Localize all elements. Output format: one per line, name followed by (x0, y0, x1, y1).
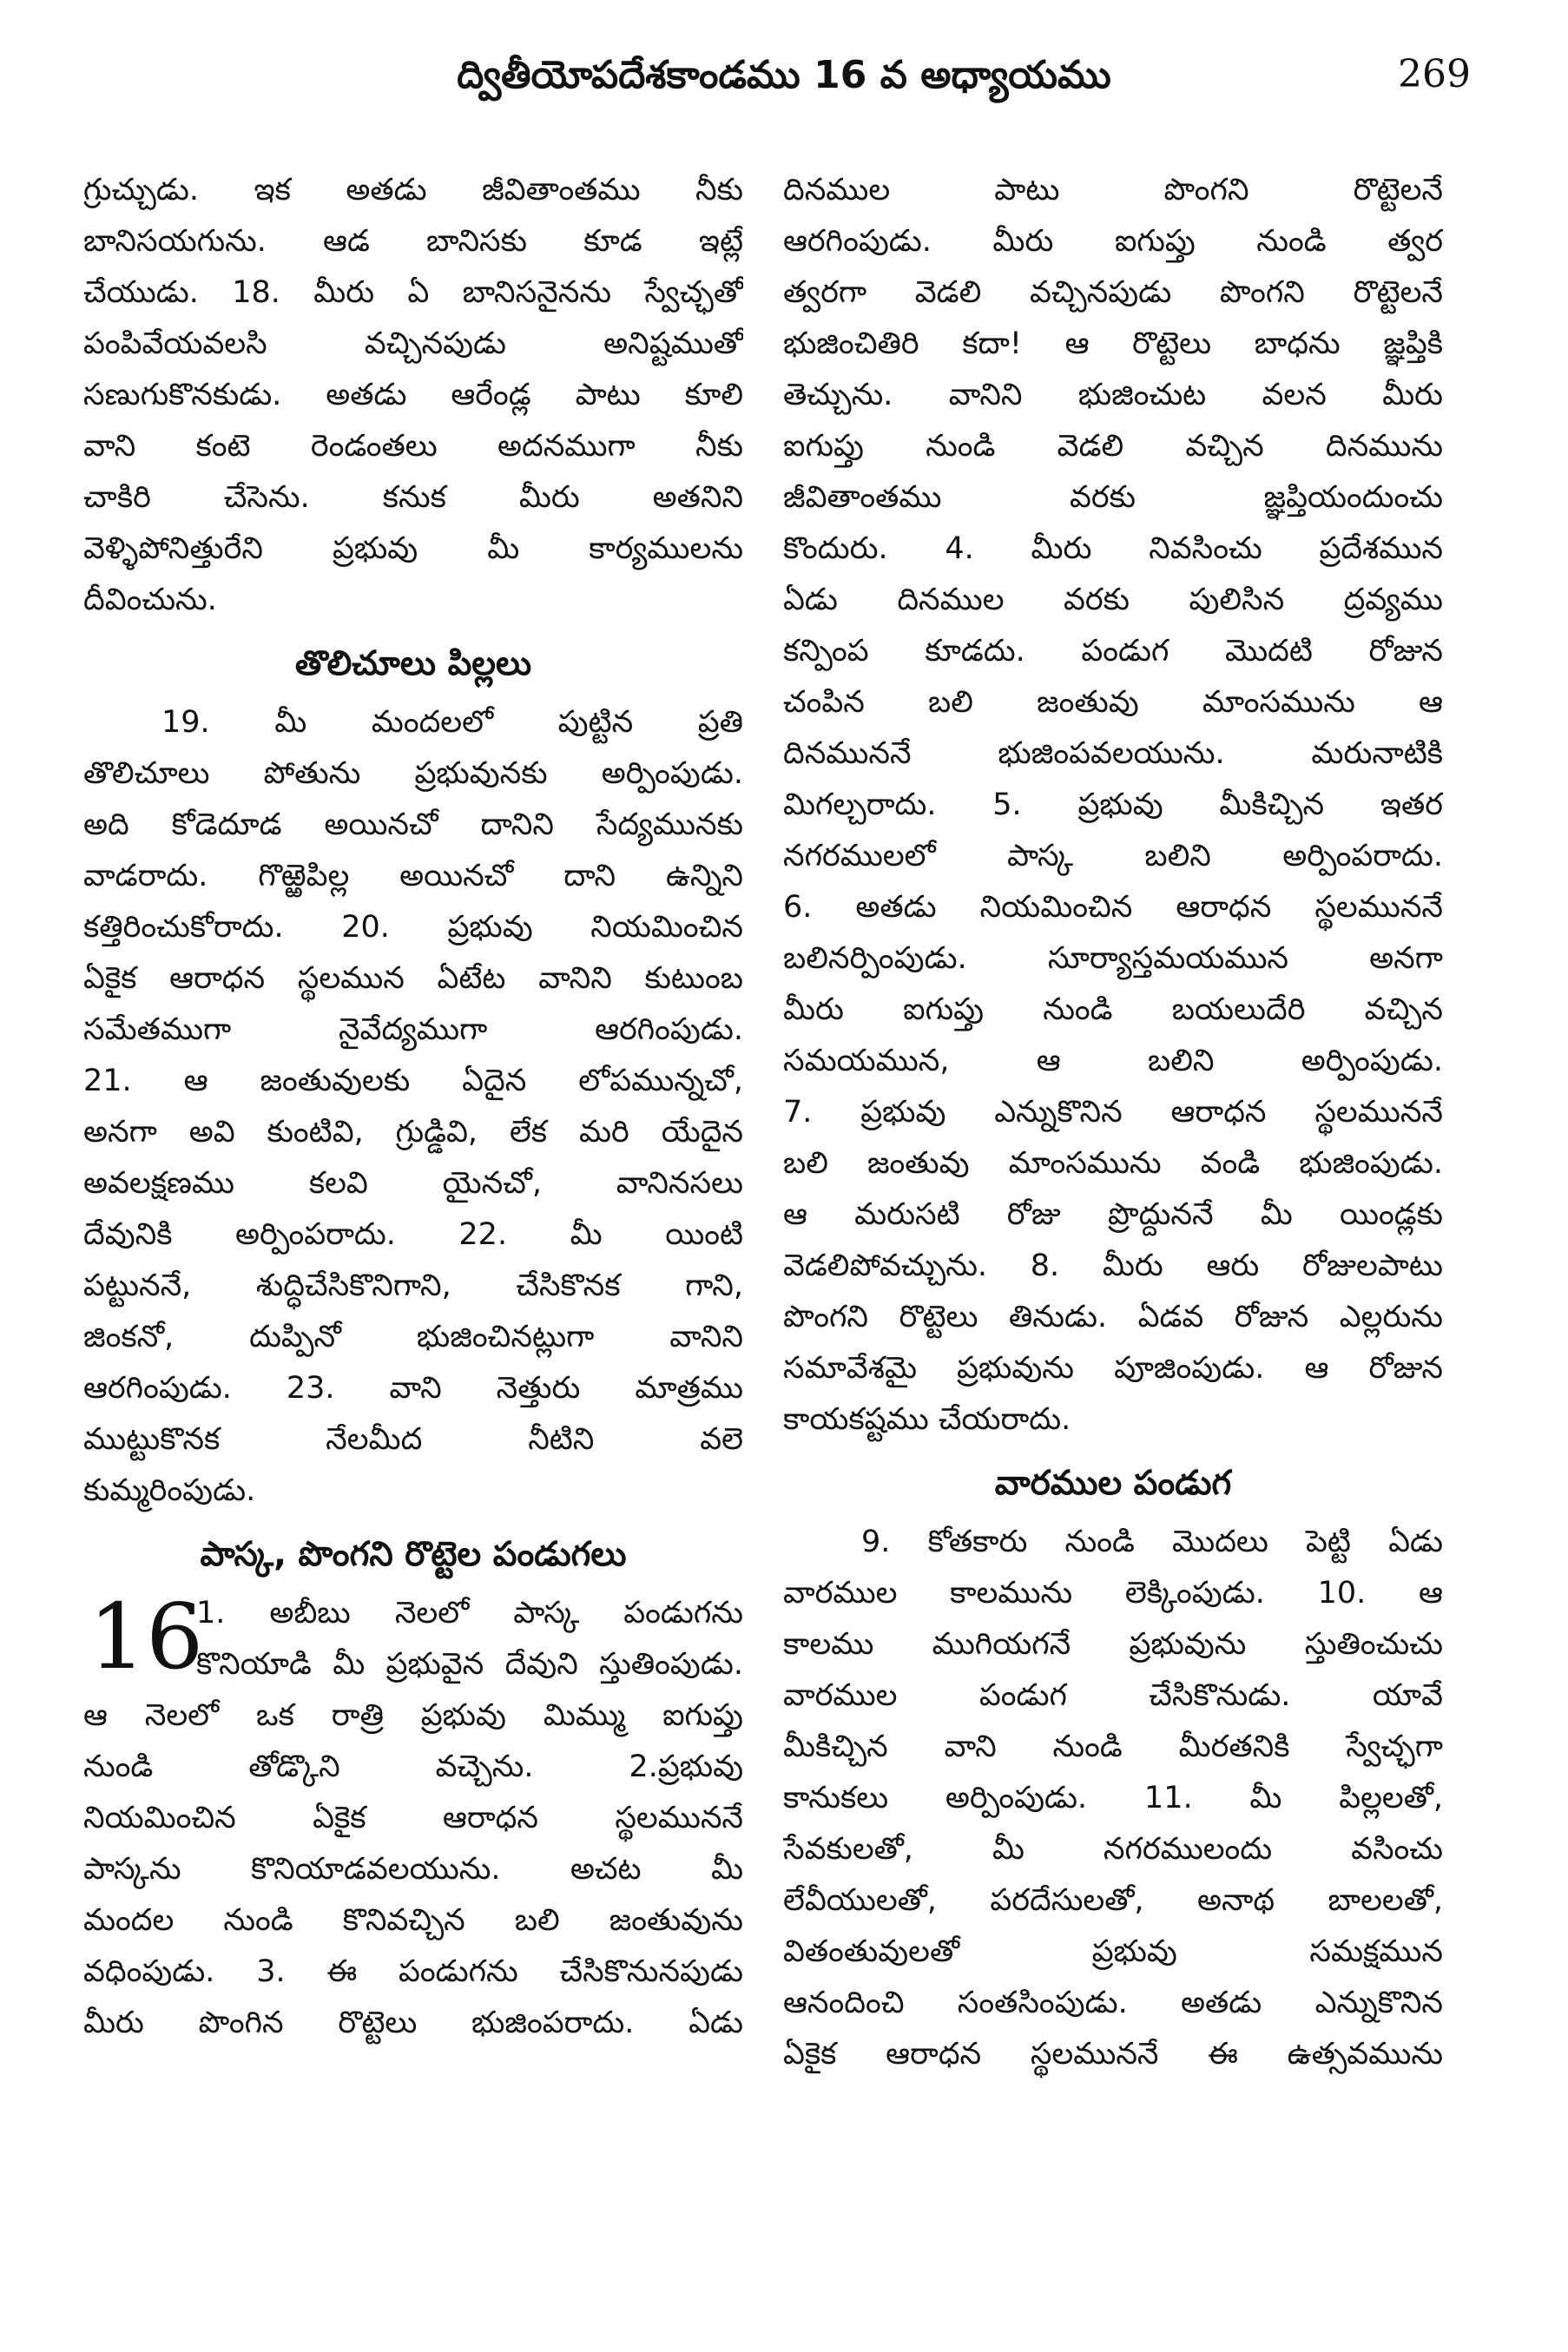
page-number: 269 (1398, 52, 1471, 96)
text-line: కత్తిరించుకోరాదు. 20. ప్రభువు నియమించిన (83, 910, 743, 945)
text-line: పొంగని రొట్టెలు తినుడు. ఏడవ రోజున ఎల్లరును (783, 1300, 1443, 1334)
chapter-opening (83, 1584, 743, 2049)
text-line: సమావేశమై ప్రభువును పూజింపుడు. ఆ రోజున (783, 1351, 1443, 1386)
text-line: 19. మీ మందలలో పుట్టిన ప్రతి (161, 705, 743, 740)
text-line: వెడలిపోవచ్చును. 8. మీరు ఆరు రోజులపాటు (783, 1248, 1443, 1283)
running-header-title: ద్వితీయోపదేశకాండము 16 వ అధ్యాయము (457, 53, 1111, 97)
text-line: పట్టుననే, శుద్ధిచేసికొనిగాని, చేసికొనక గాని, (83, 1268, 743, 1303)
text-line: జింకనో, దుప్పినో భుజించినట్లుగా వానిని (83, 1320, 743, 1354)
right-paragraph-b (783, 1517, 1443, 2080)
text-line: 9. కోతకారు నుండి మొదలు పెట్టి ఏడు (861, 1525, 1443, 1559)
text-line: కానుకలు అర్పింపుడు. 11. మీ పిల్లలతో, (783, 1781, 1443, 1815)
text-line: తెచ్చును. వానిని భుజించుట వలన మీరు (783, 378, 1443, 412)
text-line: నగరములలో పాస్క బలిని అర్పింపరాదు. (783, 839, 1443, 873)
text-line: పాస్కను కొనియాడవలయును. అచట మీ (83, 1852, 743, 1887)
text-line: గ్రుచ్చుడు. ఇక అతడు జీవితాంతము నీకు (83, 173, 743, 208)
text-line: వారముల కాలమును లెక్కింపుడు. 10. ఆ (783, 1576, 1443, 1611)
text-line: మీరు పొంగిన రొట్టెలు భుజింపరాదు. ఏడు (83, 2006, 743, 2040)
running-header (97, 45, 1471, 115)
text-line: ఏకైక ఆరాధన స్థలముననే ఈ ఉత్సవమును (783, 2037, 1443, 2072)
text-line: ఏకైక ఆరాధన స్థలమున ఏటేట వానిని కుటుంబ (83, 961, 743, 996)
text-line: నుండి తోడ్కొని వచ్చెను. 2.ప్రభువు (83, 1749, 743, 1784)
text-line: అవలక్షణము కలవి యైనచో, వానినసలు (83, 1166, 743, 1201)
text-line: చేయుడు. 18. మీరు ఏ బానిసనైనను స్వేచ్ఛతో (83, 275, 743, 310)
text-line: కొనియాడి మీ ప్రభువైన దేవుని స్తుతింపుడు. (196, 1647, 743, 1682)
text-line: ఐగుప్తు నుండి వెడలి వచ్చిన దినమును (783, 429, 1443, 464)
text-line: వాడరాదు. గొఱ్ఱెపిల్ల అయినచో దాని ఉన్నిని (83, 859, 743, 893)
text-line: ఆనందించి సంతసింపుడు. అతడు ఎన్నుకొనిన (783, 1986, 1443, 2020)
text-line: 1. అబీబు నెలలో పాస్క పండుగను (196, 1596, 743, 1631)
text-line: 7. ప్రభువు ఎన్నుకొనిన ఆరాధన స్థలముననే (783, 1095, 1443, 1130)
text-line: ఆ నెలలో ఒక రాత్రి ప్రభువు మిమ్ము ఐగుప్తు (83, 1698, 743, 1733)
text-line: సమయమున, ఆ బలిని అర్పింపుడు. (783, 1044, 1443, 1078)
text-line: మిగల్చరాదు. 5. ప్రభువు మీకిచ్చిన ఇతర (783, 787, 1443, 822)
text-line: దేవునికి అర్పింపరాదు. 22. మీ యింటి (83, 1217, 743, 1252)
text-line: వెళ్ళిపోనిత్తురేని ప్రభువు మీ కార్యములను (83, 531, 743, 566)
text-line: సణుగుకొనకుడు. అతడు ఆరేండ్ల పాటు కూలి (83, 378, 743, 412)
text-line: పంపివేయవలసి వచ్చినపుడు అనిష్టముతో (83, 326, 743, 361)
text-line: అనగా అవి కుంటివి, గ్రుడ్డివి, లేక మరి యేదైన (83, 1115, 743, 1150)
text-line: త్వరగా వెడలి వచ్చినపుడు పొంగని రొట్టెలనే (783, 275, 1443, 310)
text-line: అది కోడెదూడ అయినచో దానిని సేద్యమునకు (83, 807, 743, 842)
right-paragraph-a (783, 165, 1443, 1446)
text-line: భుజించితిరి కదా! ఆ రొట్టెలు బాధను జ్ఞప్తికి (783, 326, 1443, 361)
text-line: ముట్టుకొనక నేలమీద నీటిని వలె (83, 1422, 743, 1457)
text-line: 6. అతడు నియమించిన ఆరాధన స్థలముననే (783, 890, 1443, 925)
text-line: సేవకులతో, మీ నగరములందు వసించు (783, 1832, 1443, 1867)
text-line: దీవించును. (83, 583, 217, 617)
text-line: బానిసయగును. ఆడ బానిసకు కూడ ఇట్లే (83, 224, 743, 259)
text-line: బలినర్పింపుడు. సూర్యాస్తమయమున అనగా (783, 941, 1443, 976)
text-line: ఏడు దినముల వరకు పులిసిన ద్రవ్యము (783, 583, 1443, 617)
left-paragraph-a (83, 165, 743, 626)
text-line: నియమించిన ఏకైక ఆరాధన స్థలముననే (83, 1801, 743, 1835)
text-line: జీవితాంతము వరకు జ్ఞప్తియందుంచు (783, 480, 1443, 515)
text-line: ఆరగింపుడు. 23. వాని నెత్తురు మాత్రము (83, 1371, 743, 1406)
text-line: కాయకష్టము చేయరాదు. (783, 1402, 1071, 1437)
text-line: దినముల పాటు పొంగని రొట్టెలనే (783, 173, 1443, 208)
left-paragraph-b (83, 697, 743, 1517)
text-line: మందల నుండి కొనివచ్చిన బలి జంతువును (83, 1903, 743, 1938)
text-line: మీకిచ్చిన వాని నుండి మీరతనికి స్వేచ్ఛగా (783, 1729, 1443, 1764)
text-line: వితంతువులతో ప్రభువు సమక్షమున (783, 1934, 1443, 1969)
right-column (783, 165, 1443, 2080)
text-line: వధింపుడు. 3. ఈ పండుగను చేసికొనునపుడు (83, 1954, 743, 1989)
chapter-number: 16 (89, 1584, 204, 1690)
text-line: చాకిరి చేసెను. కనుక మీరు అతనిని (83, 480, 743, 515)
left-column (83, 165, 743, 2049)
text-line: కన్పింప కూడదు. పండుగ మొదటి రోజున (783, 634, 1443, 669)
text-line: బలి జంతువు మాంసమును వండి భుజింపుడు. (783, 1146, 1443, 1181)
section-heading-passover: పాస్క, పొంగని రొట్టెల పండుగలు (200, 1535, 627, 1574)
text-line: ఆ మరుసటి రోజు ప్రొద్దుననే మీ యిండ్లకు (783, 1197, 1443, 1232)
text-line: కాలము ముగియగనే ప్రభువును స్తుతించుచు (783, 1627, 1443, 1662)
section-heading-firstborn: తొలిచూలు పిల్లలు (294, 644, 532, 683)
text-line: చంపిన బలి జంతువు మాంసమును ఆ (783, 685, 1443, 720)
text-line: దినముననే భుజింపవలయును. మరునాటికి (783, 736, 1443, 771)
text-line: ఆరగింపుడు. మీరు ఐగుప్తు నుండి త్వర (783, 224, 1443, 259)
text-line: వాని కంటె రెండంతలు అదనముగా నీకు (83, 429, 743, 464)
text-line: తొలిచూలు పోతును ప్రభువునకు అర్పింపుడు. (83, 756, 743, 791)
text-line: లేవీయులతో, పరదేసులతో, అనాథ బాలలతో, (783, 1883, 1443, 1918)
section-heading-weeks: వారముల పండుగ (994, 1464, 1232, 1503)
text-line: 21. ఆ జంతువులకు ఏదైన లోపమున్నచో, (83, 1064, 743, 1098)
text-line: కొందురు. 4. మీరు నివసించు ప్రదేశమున (783, 531, 1443, 566)
text-line: మీరు ఐగుప్తు నుండి బయలుదేరి వచ్చిన (783, 992, 1443, 1027)
text-line: వారముల పండుగ చేసికొనుడు. యావే (783, 1678, 1443, 1713)
text-line: కుమ్మరింపుడు. (83, 1473, 256, 1508)
text-line: సమేతముగా నైవేద్యముగా ఆరగింపుడు. (83, 1012, 743, 1047)
